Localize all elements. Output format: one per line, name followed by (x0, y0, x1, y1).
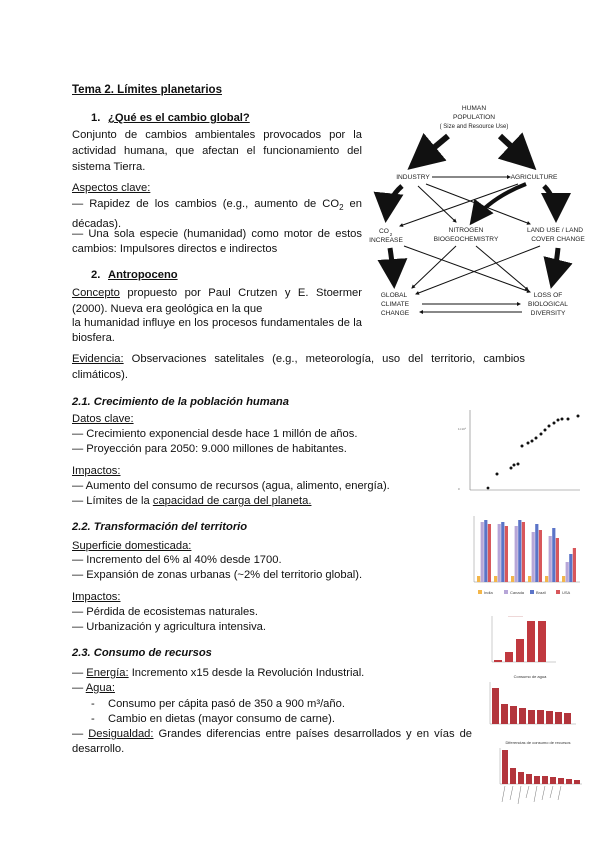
land-bar (535, 524, 538, 582)
land-bar (556, 538, 559, 582)
energy-label: Energía: (86, 667, 129, 679)
node-loss-3: DIVERSITY (530, 310, 566, 317)
arrow-agri-land (544, 186, 556, 218)
surface-label: Superficie domesticada: (72, 540, 192, 552)
inequality-dash: — (72, 728, 89, 740)
node-land-2: COVER CHANGE (531, 236, 585, 243)
energy-line (72, 666, 364, 681)
arrow-industry-nitro (418, 186, 456, 222)
water-item-2: Cambio en dietas (mayor consumo de carne). (108, 713, 335, 725)
legend-usa: USA (562, 590, 571, 595)
water-line (72, 681, 115, 696)
inequality-label: Desigualdad: (88, 728, 154, 740)
land-bar (545, 576, 548, 582)
land-bar (528, 576, 531, 582)
inequality-text: Grandes diferencias entre países desarrollados y en vías de desarrollo. (72, 728, 473, 755)
concept-line-1 (72, 285, 362, 317)
legend-canada: Canada (510, 590, 525, 595)
energy-increase-figure (488, 612, 560, 666)
concept-text: propuesto por Paul Crutzen y E. Stoermer (2000). Nueva era geológica en la que (72, 287, 362, 315)
section-2-number: 2. (91, 269, 101, 281)
water-item-1: Consumo per cápita pasó de 350 a 900 m³/año. (108, 698, 345, 710)
legend-india: India (484, 590, 493, 595)
land-bar (549, 536, 552, 582)
impact-2-1-1: — Aumento del consumo de recursos (agua, alimento, energía). (72, 480, 390, 492)
land-transformation-figure (464, 512, 586, 600)
land-bar (501, 522, 504, 582)
section-2-heading: Antropoceno (108, 269, 178, 281)
node-loss-2: BIOLOGICAL (528, 301, 568, 308)
aspect-1-text-end: en décadas). (72, 198, 362, 231)
section-2-3-heading: 2.3. Consumo de recursos (72, 647, 212, 659)
node-gcc-1: GLOBAL (380, 292, 408, 299)
land-bar (569, 554, 572, 582)
land-figure-legend (478, 590, 571, 595)
arrow-pop-industry (412, 136, 448, 166)
section-1-definition: Conjunto de cambios ambientales provocados por la actividad humana, que afectan el funcionamiento del sistema Tierra. (72, 129, 362, 173)
arrow-agri-nitro (472, 184, 526, 222)
key-data-2: — Proyección para 2050: 9.000 millones de habitantes. (72, 443, 347, 455)
arrow-nitro-gcc (412, 246, 456, 288)
node-land-1: LAND USE / LAND (526, 227, 584, 234)
land-bar (515, 526, 518, 582)
arrow-industry-co2 (386, 186, 402, 218)
land-bar (522, 522, 525, 582)
node-co2-sub: 2 (389, 232, 393, 237)
land-bar (477, 576, 480, 582)
land-bar (562, 576, 565, 582)
surface-2: — Expansión de zonas urbanas (~2% del territorio global). (72, 569, 363, 581)
evidence-label: Evidencia: (72, 353, 124, 365)
aspect-2: — Una sola especie (humanidad) como motor de estos cambios: Impulsores directos e indirectos (72, 228, 362, 255)
co2-subscript: 2 (339, 203, 344, 213)
section-2-2-heading: 2.2. Transformación del territorio (72, 521, 248, 533)
concept-line-2: la humanidad influye en los procesos fundamentales de la biosfera. (72, 317, 362, 344)
land-bar (566, 562, 569, 582)
land-bar (511, 576, 514, 582)
node-co2-1: CO (379, 228, 389, 235)
node-human-1: HUMAN (461, 105, 487, 112)
global-change-diagram (360, 98, 592, 328)
page-title: Tema 2. Límites planetarios (72, 84, 222, 96)
section-1-heading: ¿Qué es el cambio global? (108, 112, 250, 124)
water-consumption-figure (480, 672, 580, 730)
node-co2-2: INCREASE (369, 237, 403, 244)
water-figure-title: Consumo de agua (513, 674, 547, 679)
arrow-co2-loss (404, 246, 530, 292)
water-bullet-2: - (91, 713, 95, 725)
land-bar (552, 528, 555, 582)
legend-brazil: Brazil (536, 590, 547, 595)
land-bar (505, 526, 508, 582)
node-human-3: ( Size and Resource Use) (439, 124, 509, 130)
svg-text:1×10⁹: 1×10⁹ (458, 427, 467, 431)
node-gcc-3: CHANGE (380, 310, 410, 317)
inequality-line (72, 727, 472, 757)
land-bar (532, 532, 535, 582)
arrow-co2-gcc (390, 248, 394, 284)
svg-text:0: 0 (458, 487, 460, 491)
node-loss-1: LOSS OF (533, 292, 563, 299)
key-data-1: — Crecimiento exponencial desde hace 1 millón de años. (72, 428, 358, 440)
impacts-label-2-2: Impactos: (72, 591, 121, 603)
land-bar (498, 524, 501, 582)
arrow-land-gcc (416, 246, 540, 294)
water-label: Agua: (85, 682, 115, 694)
node-nitrogen-2: BIOGEOCHEMISTRY (433, 236, 499, 243)
node-gcc-2: CLIMATE (380, 301, 410, 308)
land-bar (484, 520, 487, 582)
key-data-label: Datos clave: (72, 413, 134, 425)
concept-label: Concepto (72, 287, 120, 299)
energy-dash: — (72, 667, 87, 679)
arrow-land-loss (552, 248, 558, 284)
land-bar (494, 576, 497, 582)
node-nitrogen-1: NITROGEN (448, 227, 484, 234)
land-bar (539, 530, 542, 582)
carrying-capacity: capacidad de carga del planeta. (152, 495, 312, 507)
impacts-label-2-1: Impactos: (72, 465, 121, 477)
node-industry: INDUSTRY (396, 174, 430, 181)
energy-text: Incremento x15 desde la Revolución Industrial. (128, 667, 365, 679)
inequality-figure-title: Diferencias de consumo de recursos (505, 740, 571, 745)
population-growth-figure (452, 406, 584, 500)
impact-2-2-2: — Urbanización y agricultura intensiva. (72, 621, 267, 633)
impact-2-1-2 (72, 494, 311, 509)
section-1-number: 1. (91, 112, 101, 124)
evidence (72, 351, 525, 383)
surface-1: — Incremento del 6% al 40% desde 1700. (72, 554, 282, 566)
aspect-1-text: — Rapidez de los cambios (e.g., aumento de CO (72, 198, 340, 210)
water-bullet-1: - (91, 698, 95, 710)
arrow-agri-co2 (400, 184, 518, 226)
node-human-2: POPULATION (452, 114, 496, 121)
section-2-1-heading: 2.1. Crecimiento de la población humana (72, 396, 289, 408)
land-bar (518, 520, 521, 582)
node-agriculture: AGRICULTURE (510, 174, 558, 181)
arrow-pop-agri (500, 136, 532, 166)
land-bar (488, 524, 491, 582)
aspects-label: Aspectos clave: (72, 182, 151, 194)
impact-2-2-1: — Pérdida de ecosistemas naturales. (72, 606, 258, 618)
impact-2-1-2-text: — Límites de la (72, 495, 153, 507)
svg-text:—————: ————— (508, 614, 523, 618)
land-bar (573, 548, 576, 582)
evidence-text: Observaciones satelitales (e.g., meteorología, uso del territorio, cambios climáticos). (72, 353, 525, 381)
land-bar (481, 522, 484, 582)
inequality-figure (490, 738, 586, 824)
water-dash: — (72, 682, 86, 694)
